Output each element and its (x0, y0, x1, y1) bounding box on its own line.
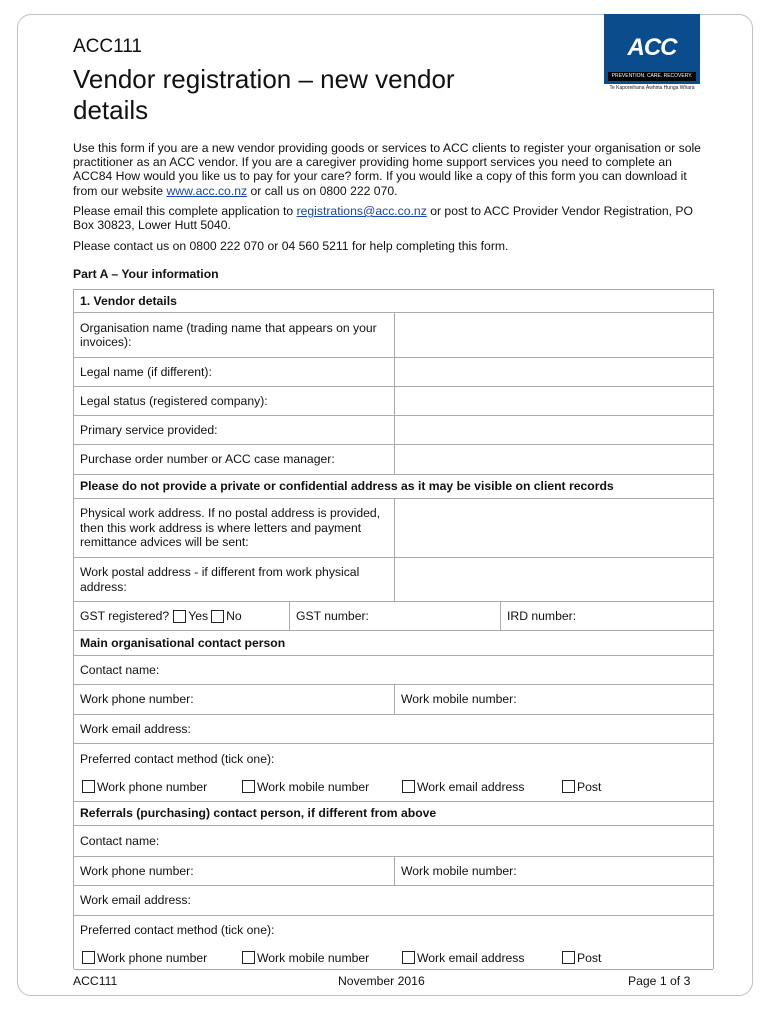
checkbox[interactable] (402, 951, 415, 964)
checkbox[interactable] (242, 780, 255, 793)
po-number-row (74, 445, 713, 475)
preferred-method-label: Preferred contact method (tick one): (80, 923, 275, 937)
checkbox[interactable] (562, 951, 575, 964)
gst-no-checkbox[interactable] (211, 610, 224, 623)
part-a-heading: Part A – Your information (73, 267, 219, 281)
ref-opt-email[interactable] (402, 951, 524, 965)
intro-text: Please email this complete application to (73, 204, 297, 218)
gst-no-label: No (226, 608, 242, 623)
legal-status-label: Legal status (registered company): (80, 393, 268, 408)
ird-number-field[interactable] (500, 602, 713, 630)
ref-email-label: Work email address: (80, 893, 191, 908)
footer-page: Page 1 of 3 (628, 974, 691, 988)
main-contact-heading: Main organisational contact person (80, 635, 286, 650)
postal-address-label: Work postal address - if different from work physical address: (80, 565, 360, 594)
logo-tagline: PREVENTION. CARE. RECOVERY. (611, 73, 693, 79)
option-label: Work email address (417, 951, 525, 965)
ref-email-row[interactable] (74, 886, 713, 916)
legal-status-row (74, 387, 713, 416)
work-mobile-label: Work mobile number: (401, 863, 517, 878)
main-work-phone-field[interactable] (74, 685, 394, 714)
ird-number-label: IRD number: (507, 608, 577, 623)
ref-opt-mobile[interactable] (242, 951, 369, 965)
ref-phone-row (74, 857, 713, 886)
logo-maori-name: Te Kaporeihana Āwhina Hunga Whara (609, 85, 695, 91)
physical-address-field[interactable] (394, 499, 713, 557)
org-name-field[interactable] (394, 313, 713, 357)
main-work-mobile-field[interactable] (394, 685, 713, 714)
main-email-row[interactable] (74, 715, 713, 744)
ref-opt-post[interactable] (562, 951, 601, 965)
ref-contact-name-row[interactable] (74, 826, 713, 857)
main-preferred-method-row (74, 744, 713, 802)
ref-preferred-method-row (74, 916, 713, 970)
legal-name-row (74, 358, 713, 387)
org-name-label: Organisation name (trading name that appears on your invoices): (80, 320, 377, 349)
physical-address-row (74, 499, 713, 558)
option-label: Work phone number (97, 780, 208, 794)
ref-contact-name-label: Contact name: (80, 833, 160, 848)
page-title: Vendor registration – new vendor details (73, 64, 455, 125)
checkbox[interactable] (562, 780, 575, 793)
postal-address-field[interactable] (394, 558, 713, 601)
intro-text: or call us on 0800 222 070. (247, 183, 398, 198)
section-heading: 1. Vendor details (80, 293, 177, 308)
gst-yes-label: Yes (188, 608, 209, 623)
gst-registered-cell (74, 602, 289, 630)
main-opt-mobile[interactable] (242, 780, 369, 794)
address-warning: Please do not provide a private or confidential address as it may be visible on client records (80, 479, 614, 494)
option-label: Post (577, 951, 602, 965)
po-number-label: Purchase order number or ACC case manager: (80, 452, 335, 467)
checkbox[interactable] (82, 951, 95, 964)
main-contact-heading-row (74, 631, 713, 656)
work-phone-label: Work phone number: (80, 692, 194, 707)
org-name-row (74, 313, 713, 358)
gst-yes-checkbox[interactable] (173, 610, 186, 623)
intro-paragraph-3: Please contact us on 0800 222 070 or 04 560 5211 for help completing this form. (73, 239, 509, 253)
ref-work-phone-field[interactable] (74, 857, 394, 885)
acc-logo (604, 14, 700, 84)
postal-address-row (74, 558, 713, 602)
main-opt-email[interactable] (402, 780, 524, 794)
legal-name-label: Legal name (if different): (80, 364, 212, 379)
footer-code: ACC111 (73, 974, 118, 988)
intro-paragraph-1 (73, 141, 703, 198)
section-heading-row (74, 290, 713, 313)
footer-date: November 2016 (338, 974, 425, 988)
main-contact-name-label: Contact name: (80, 662, 160, 677)
po-number-field[interactable] (394, 445, 713, 474)
vendor-form (73, 289, 714, 969)
preferred-method-label: Preferred contact method (tick one): (80, 752, 275, 766)
primary-service-label: Primary service provided: (80, 422, 218, 437)
option-label: Post (577, 780, 602, 794)
option-label: Work mobile number (257, 951, 370, 965)
intro-text: or post to ACC Provider Vendor Registration, PO Box 30823, Lower Hutt 5040. (73, 204, 694, 233)
intro-text: Use this form if you are a new vendor providing goods or services to ACC clients to register your organisation or sole practitioner as an ACC vendor. If you are a caregiver providing home support services you need to complete an ACC84 How would you like us to pay for your care? form. If you would like a copy of this form you can download it from our website (73, 141, 701, 198)
option-label: Work phone number (97, 951, 208, 965)
gst-number-label: GST number: (296, 608, 369, 623)
checkbox[interactable] (242, 951, 255, 964)
main-contact-name-row[interactable] (74, 656, 713, 685)
primary-service-row (74, 416, 713, 445)
main-opt-phone[interactable] (82, 780, 207, 794)
physical-address-label: Physical work address. If no postal address is provided, then this work address is where letters and payment remittance advices will be sent: (80, 506, 381, 550)
option-label: Work mobile number (257, 780, 370, 794)
checkbox[interactable] (402, 780, 415, 793)
primary-service-field[interactable] (394, 416, 713, 444)
intro-paragraph-2 (73, 204, 703, 232)
form-code: ACC111 (73, 36, 142, 57)
main-email-label: Work email address: (80, 721, 191, 736)
gst-registered-label: GST registered? (80, 608, 170, 623)
address-warning-row (74, 475, 713, 499)
email-link[interactable]: registrations@acc.co.nz (296, 204, 427, 218)
work-phone-label: Work phone number: (80, 863, 194, 878)
logo-mark: ACC (627, 34, 677, 61)
gst-row (74, 602, 713, 631)
checkbox[interactable] (82, 780, 95, 793)
referrals-heading: Referrals (purchasing) contact person, if different from above (80, 806, 437, 821)
legal-status-field[interactable] (394, 387, 713, 415)
ref-opt-phone[interactable] (82, 951, 207, 965)
work-mobile-label: Work mobile number: (401, 692, 517, 707)
main-opt-post[interactable] (562, 780, 601, 794)
website-link[interactable]: www.acc.co.nz (166, 183, 248, 198)
ref-work-mobile-field[interactable] (394, 857, 713, 885)
legal-name-field[interactable] (394, 358, 713, 386)
gst-number-field[interactable] (289, 602, 500, 630)
option-label: Work email address (417, 780, 525, 794)
main-phone-row (74, 685, 713, 715)
referrals-heading-row (74, 802, 713, 826)
